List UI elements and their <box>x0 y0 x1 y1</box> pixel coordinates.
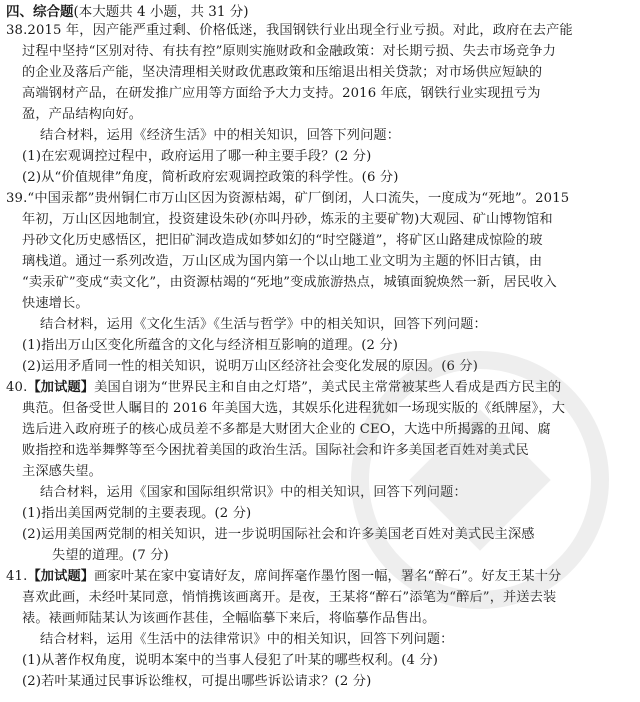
q39-sub-1: (1)指出万山区变化所蕴含的文化与经济相互影响的道理。(2 分) <box>22 338 399 353</box>
q39-line-3: 丹砂文化历史感悟区，把旧矿洞改造成如梦如幻的“时空隧道”，将矿区山路建成惊险的玻 <box>22 233 543 248</box>
q38-sub-1: (1)在宏观调控过程中，政府运用了哪一种主要手段？(2 分) <box>22 149 372 164</box>
section-title <box>6 2 248 22</box>
q41-tag: 【加试题】 <box>27 569 95 584</box>
q40-number: 40. <box>6 380 28 395</box>
q40-line-4: 败指控和选举舞弊等至今困扰着美国的政治生活。国际社会和许多美国老百姓对美式民 <box>22 443 529 458</box>
q40-tag: 【加试题】 <box>27 380 95 395</box>
q38-line-1: 38.2015 年，因产能严重过剩、价格低迷，我国钢铁行业出现全行业亏损。对此，政府在去产能 <box>6 23 573 38</box>
q41-sub-1: (1)从著作权角度，说明本案中的当事人侵犯了叶某的哪些权利。(4 分) <box>22 653 439 668</box>
q41-line-1 <box>6 566 561 587</box>
section-note: (本大题共 4 小题，共 31 分) <box>73 4 249 20</box>
q41-line-3: 裱。裱画师陆某认为该画作甚佳，全幅临摹下来后，将临摹作品售出。 <box>22 611 436 626</box>
q41-line-2: 喜欢此画，未经叶某同意，悄悄携该画离开。是夜，王某将“醉石”添笔为“醉后”，并送去装 <box>22 590 557 605</box>
q39-line-4: 璃栈道。通过一系列改造，万山区成为国内第一个以山地工业文明为主题的怀旧古镇，由 <box>22 254 543 269</box>
q40-line-2: 典范。但备受世人瞩目的 2016 年美国大选，其娱乐化进程犹如一场现实版的《纸牌屋》，大 <box>22 401 566 416</box>
q39-sub-2: (2)运用矛盾同一性的相关知识，说明万山区经济社会变化发展的原因。(6 分) <box>22 359 479 374</box>
q40-text: 美国自诩为“世界民主和自由之灯塔”，美式民主常常被某些人看成是西方民主的 <box>94 380 562 395</box>
q38-line-3: 的企业及落后产能，坚决清理相关财政优惠政策和压缩退出相关贷款；对市场供应短缺的 <box>22 65 543 80</box>
q39-line-6: 快速增长。 <box>22 296 89 311</box>
q41-text: 画家叶某在家中宴请好友，席间挥毫作墨竹图一幅，署名“醉石”。好友王某十分 <box>94 569 562 584</box>
q38-line-2: 过程中坚持“区别对待、有扶有控”原则实施财政和金融政策：对长期亏损、失去市场竞争力 <box>22 44 556 59</box>
q38-instruction: 结合材料，运用《经济生活》中的相关知识，回答下列问题： <box>40 128 401 143</box>
q40-sub-1: (1)指出美国两党制的主要表现。(2 分) <box>22 506 252 521</box>
q40-line-3: 选后进入政府班子的核心成员差不多都是大财团大企业的 CEO，大选中所揭露的丑闻、腐 <box>22 422 551 437</box>
q40-line-1 <box>6 377 561 398</box>
q40-line-5: 主深感失望。 <box>22 464 103 479</box>
q39-instruction: 结合材料，运用《文化生活》《生活与哲学》中的相关知识，回答下列问题： <box>40 317 487 332</box>
q40-instruction: 结合材料，运用《国家和国际组织常识》中的相关知识，回答下列问题： <box>40 485 467 500</box>
q38-line-4: 高端钢材产品，在研发推广应用等方面给予大力支持。2016 年底，钢铁行业实现扭亏为 <box>22 86 541 101</box>
q39-line-1: 39.“中国汞都”贵州铜仁市万山区因为资源枯竭，矿厂倒闭，人口流失，一度成为“死地”。2015 <box>6 191 570 206</box>
q41-instruction: 结合材料，运用《生活中的法律常识》中的相关知识，回答下列问题： <box>40 632 454 647</box>
q38-sub-2: (2)从“价值规律”角度，简析政府宏观调控政策的科学性。(6 分) <box>22 170 399 185</box>
q39-line-5: “卖汞矿”变成“卖文化”，由资源枯竭的“死地”变成旅游热点，城镇面貌焕然一新，居民收入 <box>22 275 557 290</box>
q40-sub-2-cont: 失望的道理。(7 分) <box>52 548 169 563</box>
q41-sub-2: (2)若叶某通过民事诉讼维权，可提出哪些诉讼请求？(2 分) <box>22 674 372 689</box>
q40-sub-2: (2)运用美国两党制的相关知识，进一步说明国际社会和许多美国老百姓对美式民主深感 <box>22 527 535 542</box>
q38-line-5: 盈，产品结构向好。 <box>22 107 143 122</box>
section-heading: 四、综合题 <box>6 4 74 20</box>
q41-number: 41. <box>6 569 28 584</box>
q39-line-2: 年初，万山区因地制宜，投资建设朱砂(亦叫丹砂，炼汞的主要矿物)大观园、矿山博物馆和 <box>22 212 553 227</box>
